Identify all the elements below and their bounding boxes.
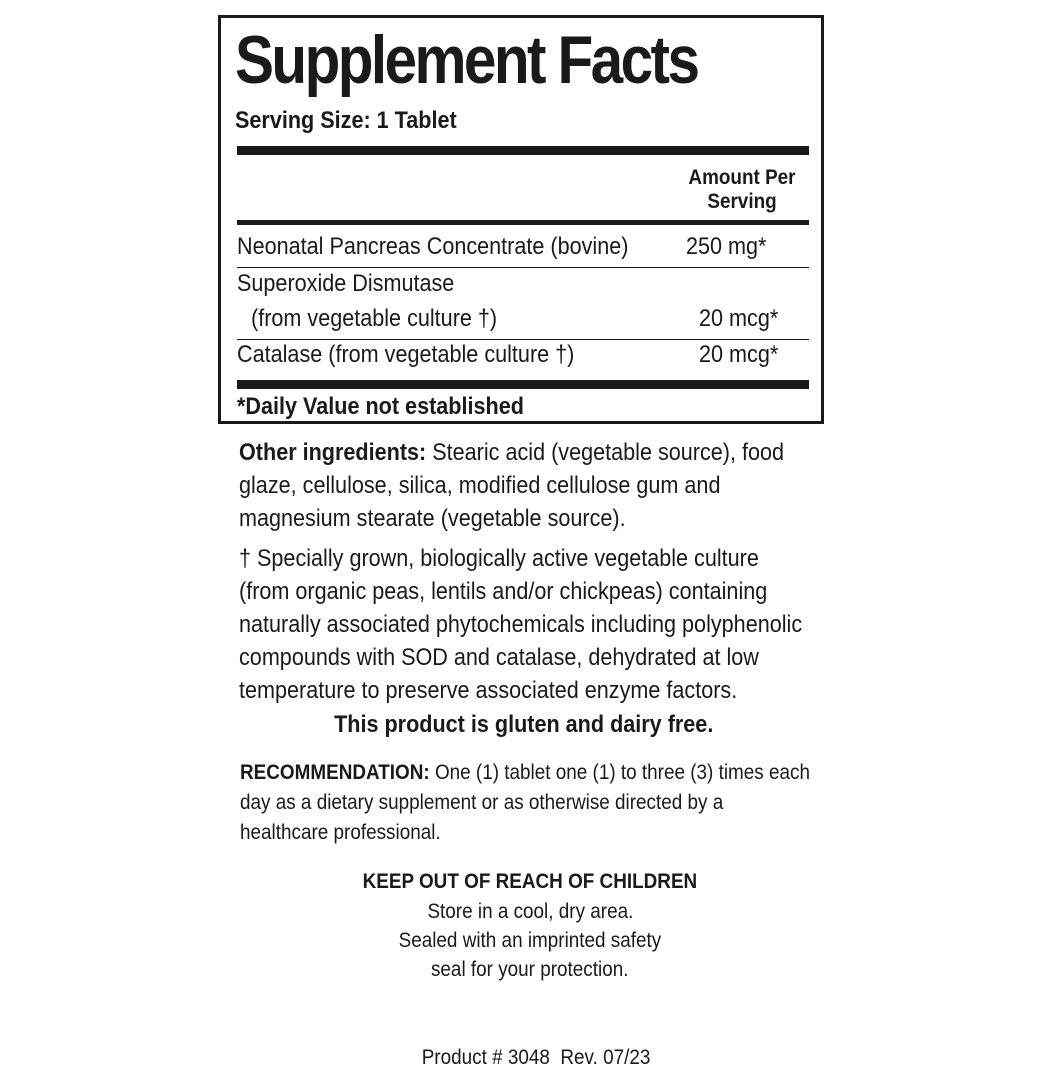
divider-thick-bottom: [237, 380, 809, 389]
recommendation-text: One (1) tablet one (1) to three (3) times each day as a dietary supplement or as otherwise directed by a healthcare professional.: [240, 761, 810, 844]
other-ingredients-label: Other ingredients:: [239, 439, 427, 466]
divider-row: [237, 267, 809, 268]
supplement-facts-panel: [218, 15, 824, 424]
other-ingredients-text: Stearic acid (vegetable source), food glaze, cellulose, silica, modified cellulose gum and magnesium stearate (vegetable source).: [239, 439, 785, 532]
warning-heading: KEEP OUT OF REACH OF CHILDREN: [362, 870, 698, 893]
amount-per-serving-header: Amount Per Serving: [688, 166, 796, 213]
seal-note-line2: seal for your protection.: [431, 958, 629, 981]
ingredient-name-continued: (from vegetable culture †): [251, 305, 498, 332]
serving-size: Serving Size: 1 Tablet: [235, 107, 457, 134]
storage-note: Store in a cool, dry area.: [427, 900, 633, 923]
seal-note-line1: Sealed with an imprinted safety: [398, 929, 662, 952]
divider-header: [237, 220, 809, 225]
facts-title: Supplement Facts: [235, 22, 698, 98]
ingredient-amount: 20 mcg*: [699, 341, 779, 368]
ingredient-amount: 250 mg*: [686, 233, 767, 260]
recommendation: [240, 758, 816, 848]
ingredient-name: Catalase (from vegetable culture †): [237, 341, 575, 368]
dagger-note: † Specially grown, biologically active vegetable culture (from organic peas, lentils and/or chickpeas) containing naturally associated phytochemicals including polyphenolic compounds with SOD and catalase, dehydrated at low temperature to preserve associated enzyme factors.: [239, 545, 803, 704]
divider-thick-top: [237, 146, 809, 155]
daily-value-note: *Daily Value not established: [237, 393, 524, 420]
ingredient-name: Neonatal Pancreas Concentrate (bovine): [237, 233, 629, 260]
ingredient-name: Superoxide Dismutase: [237, 270, 455, 297]
recommendation-label: RECOMMENDATION:: [240, 761, 430, 784]
gluten-dairy-note: This product is gluten and dairy free.: [334, 711, 714, 738]
product-info: Product # 3048 Rev. 07/23: [421, 1046, 651, 1069]
other-ingredients: [239, 436, 815, 535]
ingredient-amount: 20 mcg*: [699, 305, 779, 332]
